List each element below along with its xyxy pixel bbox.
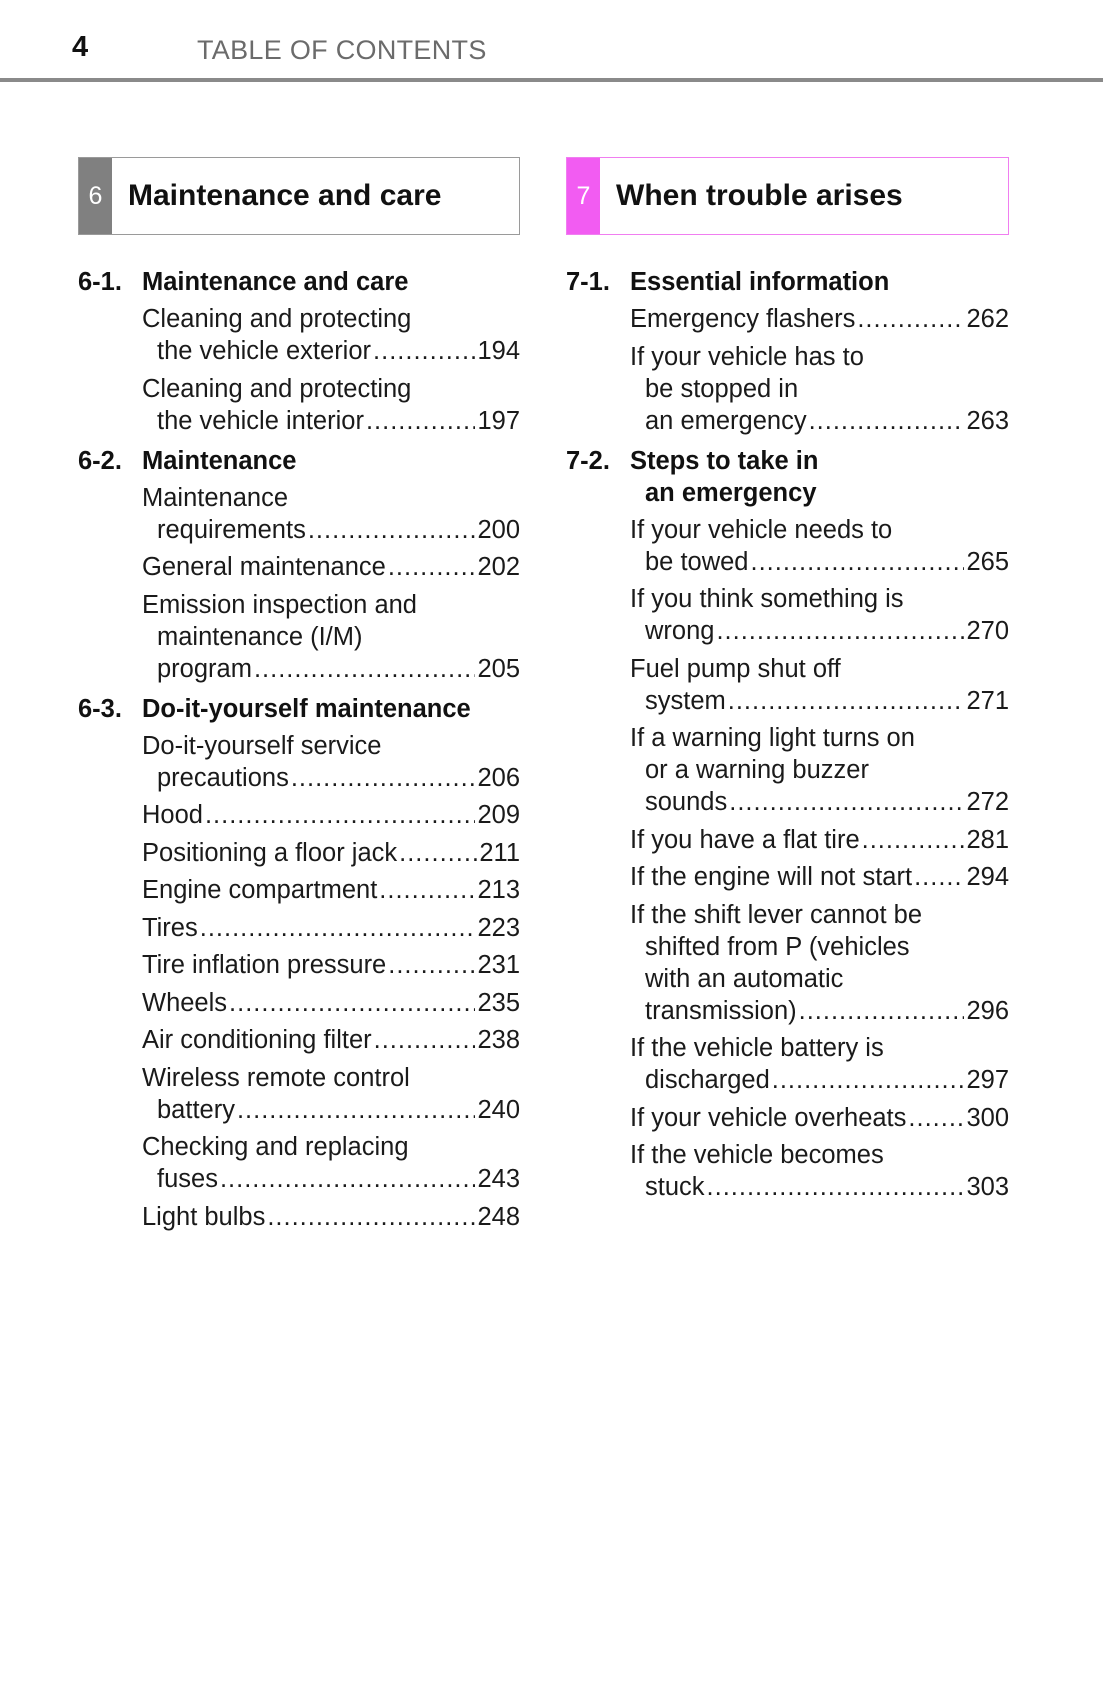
- toc-entry-text: system: [645, 686, 726, 715]
- section-title-line: Essential information: [630, 268, 890, 296]
- toc-entry-text: or a warning buzzer: [645, 756, 869, 784]
- toc-entry[interactable]: [142, 1131, 520, 1195]
- toc-entry-text: If the shift lever cannot be: [630, 900, 923, 929]
- toc-entry[interactable]: [142, 799, 520, 831]
- toc-entry-text: If a warning light turns on: [630, 724, 915, 752]
- toc-entry-last-line: [630, 615, 1009, 647]
- dot-leader: [857, 303, 964, 335]
- chapter-6-heading-box[interactable]: [78, 157, 520, 235]
- section-title: [142, 266, 520, 298]
- toc-entry-last-line: [142, 949, 520, 981]
- section-title-line: Do-it-yourself maintenance: [142, 694, 471, 723]
- toc-entry-page-number: 194: [477, 337, 520, 365]
- toc-entry-last-line: [142, 514, 520, 546]
- toc-entry-last-line: [142, 987, 520, 1019]
- toc-entry-text: Cleaning and protecting: [142, 374, 412, 403]
- toc-entry-text: wrong: [645, 617, 715, 645]
- toc-entry-text: Wireless remote control: [142, 1063, 410, 1092]
- toc-entry-page-number: 272: [966, 788, 1009, 816]
- toc-entry-text: If the vehicle becomes: [630, 1141, 884, 1169]
- toc-entry-text: If you think something is: [630, 585, 904, 613]
- toc-entry-page-number: 296: [966, 996, 1009, 1025]
- toc-entry-page-number: 197: [477, 406, 520, 435]
- section-heading[interactable]: [566, 445, 1009, 509]
- dot-leader: [267, 1201, 475, 1233]
- section-number: 6-1.: [78, 268, 122, 296]
- toc-entry[interactable]: [142, 874, 520, 906]
- toc-entry-text: If you have a flat tire: [630, 825, 860, 854]
- toc-entry-text: shifted from P (vehicles: [645, 932, 910, 961]
- dot-leader: [379, 874, 475, 906]
- chapter-6-sections: [78, 266, 520, 1233]
- section-number: 7-2.: [566, 446, 610, 475]
- toc-entry-last-line: [630, 1171, 1009, 1203]
- toc-entry-text: requirements: [157, 515, 306, 544]
- section-number: 7-1.: [566, 268, 610, 296]
- chapter-7-number-tab: 7: [567, 158, 600, 234]
- toc-entry-last-line: [630, 824, 1009, 856]
- toc-entry[interactable]: [142, 912, 520, 944]
- toc-entry-text: If the vehicle battery is: [630, 1034, 884, 1062]
- section-title-line: Maintenance and care: [142, 268, 409, 296]
- toc-entry-text: Light bulbs: [142, 1202, 266, 1231]
- toc-entry-text: maintenance (I/M): [157, 622, 363, 651]
- section-number: 6-2.: [78, 446, 122, 475]
- dot-leader: [707, 1171, 965, 1203]
- section-heading[interactable]: [78, 693, 520, 725]
- toc-entry-text: Emission inspection and: [142, 590, 417, 619]
- dot-leader: [200, 912, 476, 944]
- toc-entry-page-number: 206: [477, 763, 520, 792]
- toc-entry[interactable]: [142, 1201, 520, 1233]
- section-heading[interactable]: [78, 445, 520, 477]
- toc-entry-page-number: 231: [477, 951, 520, 979]
- chapter-7-heading-box[interactable]: [566, 157, 1009, 235]
- header-divider: [0, 78, 1103, 82]
- chapter-7-title: When trouble arises: [616, 179, 903, 212]
- toc-entry-page-number: 240: [477, 1095, 520, 1124]
- toc-entry-text: stuck: [645, 1173, 705, 1201]
- toc-entry-page-number: 209: [477, 801, 520, 829]
- chapter-column-7: [566, 157, 1009, 1209]
- toc-entry-text: fuses: [157, 1165, 218, 1193]
- toc-entry-last-line: [630, 303, 1009, 335]
- section-number: 6-3.: [78, 694, 122, 723]
- dot-leader: [220, 1163, 476, 1195]
- toc-entry-text: Do-it-yourself service: [142, 731, 382, 760]
- toc-entry-last-line: [142, 405, 520, 437]
- toc-entry-page-number: 235: [477, 988, 520, 1017]
- dot-leader: [254, 653, 476, 685]
- toc-entry-text: Wheels: [142, 988, 228, 1017]
- toc-entry-text: sounds: [645, 788, 728, 816]
- toc-entry[interactable]: [630, 722, 1009, 818]
- toc-entry[interactable]: [630, 1102, 1009, 1134]
- toc-entry-last-line: [142, 1094, 520, 1126]
- toc-entry-last-line: [630, 546, 1009, 578]
- toc-entry-page-number: 202: [477, 553, 520, 581]
- toc-entry[interactable]: [142, 837, 520, 869]
- toc-entry-text: Hood: [142, 801, 203, 829]
- toc-entry-text: be towed: [645, 547, 749, 576]
- toc-entry-page-number: 265: [966, 547, 1009, 576]
- toc-entry[interactable]: [630, 653, 1009, 717]
- toc-entry-text: Air conditioning filter: [142, 1026, 372, 1054]
- dot-leader: [308, 514, 476, 546]
- toc-entry-page-number: 200: [477, 515, 520, 544]
- toc-entry-last-line: [142, 874, 520, 906]
- toc-entry-page-number: 271: [966, 686, 1009, 715]
- toc-entry-text: Tire inflation pressure: [142, 951, 387, 979]
- toc-entry-text: If your vehicle has to: [630, 342, 864, 371]
- toc-entry[interactable]: [142, 482, 520, 546]
- toc-entry-text: Checking and replacing: [142, 1133, 409, 1161]
- toc-entry-text: Cleaning and protecting: [142, 305, 412, 333]
- dot-leader: [716, 615, 964, 647]
- toc-entry-text: Emergency flashers: [630, 305, 856, 333]
- toc-entry-text: transmission): [645, 996, 797, 1025]
- chapter-6-number-tab: 6: [79, 158, 112, 234]
- toc-entry-page-number: 213: [477, 876, 520, 904]
- section-title: [142, 693, 520, 725]
- toc-entry-text: be stopped in: [645, 374, 799, 403]
- toc-entry-page-number: 223: [477, 913, 520, 942]
- toc-entry-page-number: 262: [966, 305, 1009, 333]
- dot-leader: [729, 786, 964, 818]
- dot-leader: [388, 949, 475, 981]
- toc-entry-page-number: 297: [966, 1066, 1009, 1094]
- toc-entry-page-number: 270: [966, 617, 1009, 645]
- toc-entry-page-number: 263: [966, 406, 1009, 435]
- toc-entry[interactable]: [630, 824, 1009, 856]
- toc-entry-text: Tires: [142, 913, 198, 942]
- toc-entry-text: Positioning a floor jack: [142, 838, 398, 867]
- toc-entry-page-number: 300: [966, 1103, 1009, 1132]
- toc-entry[interactable]: [142, 987, 520, 1019]
- dot-leader: [237, 1094, 475, 1126]
- chapter-6-title: Maintenance and care: [128, 179, 442, 212]
- section-title: [630, 266, 1009, 298]
- toc-entry[interactable]: [142, 551, 520, 583]
- toc-entry-last-line: [630, 861, 1009, 893]
- toc-entry-last-line: [630, 786, 1009, 818]
- toc-entry-last-line: [630, 1102, 1009, 1134]
- toc-entry-text: General maintenance: [142, 553, 386, 581]
- toc-entry-text: If your vehicle overheats: [630, 1103, 907, 1132]
- toc-entry-last-line: [142, 551, 520, 583]
- toc-entry-page-number: 243: [477, 1165, 520, 1193]
- toc-entry[interactable]: [630, 341, 1009, 437]
- toc-entry-text: If your vehicle needs to: [630, 515, 893, 544]
- toc-entry-text: If the engine will not start: [630, 863, 913, 891]
- toc-entry[interactable]: [142, 373, 520, 437]
- dot-leader: [374, 1024, 476, 1056]
- toc-entry-last-line: [142, 1024, 520, 1056]
- chapter-column-6: [78, 157, 520, 1238]
- section-heading[interactable]: [78, 266, 520, 298]
- dot-leader: [373, 335, 475, 367]
- dot-leader: [908, 1102, 964, 1134]
- dot-leader: [229, 987, 475, 1019]
- toc-entry-text: precautions: [157, 763, 289, 792]
- dot-leader: [914, 861, 964, 893]
- toc-entry[interactable]: [630, 861, 1009, 893]
- toc-entry[interactable]: [630, 303, 1009, 335]
- section-title-line: Maintenance: [142, 446, 297, 475]
- toc-entry[interactable]: [142, 589, 520, 685]
- toc-entry-text: program: [157, 654, 252, 683]
- toc-entry-last-line: [142, 335, 520, 367]
- dot-leader: [751, 546, 965, 578]
- dot-leader: [366, 405, 476, 437]
- toc-entry-last-line: [142, 653, 520, 685]
- toc-entry-last-line: [142, 1163, 520, 1195]
- section-title: [142, 445, 520, 477]
- toc-entry-page-number: 211: [479, 838, 520, 867]
- toc-entry-last-line: [142, 762, 520, 794]
- toc-entry[interactable]: [630, 583, 1009, 647]
- dot-leader: [772, 1064, 965, 1096]
- toc-entry-page-number: 248: [477, 1202, 520, 1231]
- toc-entry-text: the vehicle interior: [157, 406, 364, 435]
- toc-entry-page-number: 303: [966, 1173, 1009, 1201]
- running-header-title: TABLE OF CONTENTS: [197, 35, 487, 65]
- dot-leader: [399, 837, 477, 869]
- section-heading[interactable]: [566, 266, 1009, 298]
- toc-entry-last-line: [630, 995, 1009, 1027]
- section-title: [630, 445, 1009, 509]
- toc-entry-last-line: [142, 1201, 520, 1233]
- toc-entry[interactable]: [630, 1139, 1009, 1203]
- section-title-line: Steps to take in: [630, 446, 819, 475]
- toc-entry-text: Engine compartment: [142, 876, 378, 904]
- dot-leader: [205, 799, 475, 831]
- toc-entry-page-number: 281: [966, 825, 1009, 854]
- toc-entry[interactable]: [142, 949, 520, 981]
- toc-entry-text: discharged: [645, 1066, 770, 1094]
- toc-entry-text: an emergency: [645, 406, 807, 435]
- toc-entry[interactable]: [142, 1062, 520, 1126]
- toc-entry-last-line: [630, 1064, 1009, 1096]
- toc-entry-text: battery: [157, 1095, 235, 1124]
- toc-entry-text: the vehicle exterior: [157, 337, 372, 365]
- toc-entry-last-line: [142, 912, 520, 944]
- toc-entry[interactable]: [630, 1032, 1009, 1096]
- toc-entry-page-number: 205: [477, 654, 520, 683]
- dot-leader: [388, 551, 476, 583]
- page-number: 4: [72, 31, 89, 63]
- dot-leader: [291, 762, 476, 794]
- toc-entry[interactable]: [142, 303, 520, 367]
- toc-entry-last-line: [142, 837, 520, 869]
- toc-entry-last-line: [630, 685, 1009, 717]
- dot-leader: [862, 824, 965, 856]
- toc-entry[interactable]: [142, 730, 520, 794]
- dot-leader: [728, 685, 965, 717]
- chapter-7-sections: [566, 266, 1009, 1203]
- toc-entry[interactable]: [630, 899, 1009, 1027]
- toc-entry-text: Fuel pump shut off: [630, 654, 841, 683]
- toc-entry-page-number: 294: [966, 863, 1009, 891]
- toc-entry-text: Maintenance: [142, 483, 289, 512]
- toc-entry[interactable]: [142, 1024, 520, 1056]
- dot-leader: [809, 405, 965, 437]
- section-title-line: an emergency: [645, 478, 817, 507]
- toc-entry-last-line: [142, 799, 520, 831]
- toc-entry-page-number: 238: [477, 1026, 520, 1054]
- toc-entry-last-line: [630, 405, 1009, 437]
- toc-entry-text: with an automatic: [645, 964, 844, 993]
- toc-entry[interactable]: [630, 514, 1009, 578]
- dot-leader: [799, 995, 965, 1027]
